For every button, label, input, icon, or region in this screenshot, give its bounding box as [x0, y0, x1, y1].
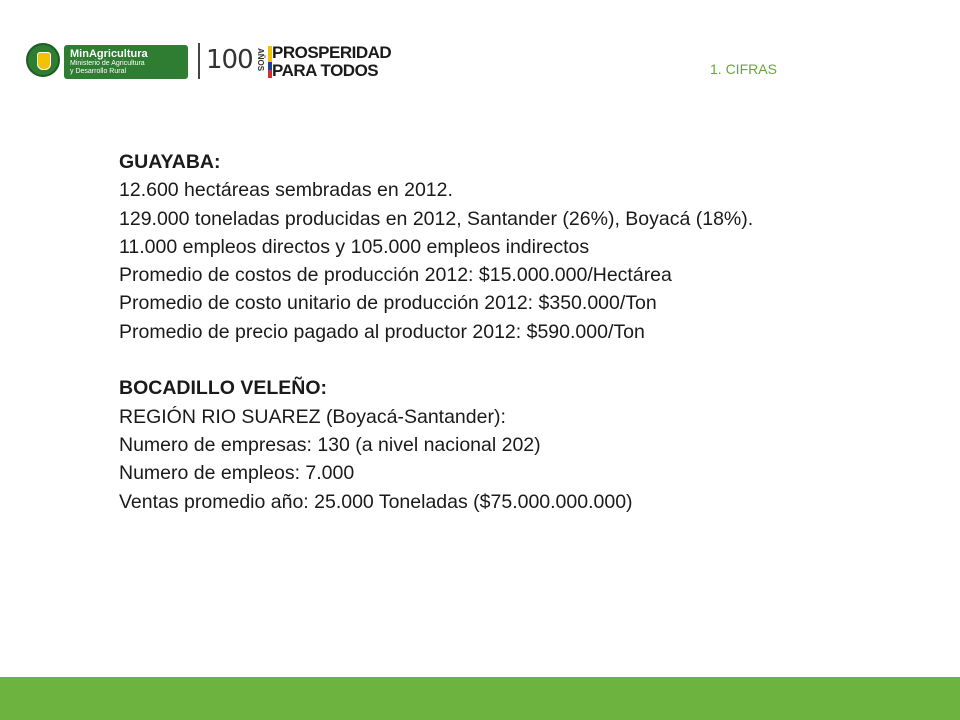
- ministry-subtitle-2: y Desarrollo Rural: [70, 68, 127, 75]
- ministry-title: MinAgricultura: [70, 48, 148, 60]
- anniversary-number: 100: [206, 45, 253, 75]
- colombia-seal-icon: [26, 43, 60, 77]
- guayaba-line: 11.000 empleos directos y 105.000 empleos indirectos: [119, 235, 590, 258]
- footer-band: [0, 677, 960, 720]
- bocadillo-line: Ventas promedio año: 25.000 Toneladas ($75.000.000.000): [119, 490, 633, 513]
- bocadillo-line: REGIÓN RIO SUAREZ (Boyacá-Santander):: [119, 405, 506, 428]
- guayaba-line: Promedio de costo unitario de producción 2012: $350.000/Ton: [119, 292, 657, 315]
- logo-divider: [198, 43, 200, 79]
- bocadillo-line: Numero de empresas: 130 (a nivel nacional 202): [119, 433, 541, 456]
- section-spacer: [119, 346, 879, 374]
- slogan-line-2: PARA TODOS: [272, 61, 379, 80]
- anniversary-word: AÑOS: [256, 48, 265, 72]
- section-label: 1. CIFRAS: [710, 61, 777, 77]
- ministry-subtitle-1: Ministerio de Agricultura: [70, 60, 145, 67]
- minagricultura-logo: [64, 45, 188, 79]
- header-logos: [22, 40, 392, 84]
- bocadillo-line: Numero de empleos: 7.000: [119, 462, 355, 485]
- guayaba-line: Promedio de costos de producción 2012: $15.000.000/Hectárea: [119, 264, 672, 287]
- guayaba-line: Promedio de precio pagado al productor 2012: $590.000/Ton: [119, 320, 645, 343]
- slogan-line-1: PROSPERIDAD: [272, 43, 392, 62]
- bocadillo-heading: BOCADILLO VELEÑO:: [119, 377, 327, 400]
- guayaba-line: 129.000 toneladas producidas en 2012, Santander (26%), Boyacá (18%).: [119, 207, 754, 230]
- slide-content: [119, 148, 879, 516]
- guayaba-line: 12.600 hectáreas sembradas en 2012.: [119, 179, 453, 202]
- slogan: [272, 44, 391, 80]
- guayaba-heading: GUAYABA:: [119, 151, 221, 173]
